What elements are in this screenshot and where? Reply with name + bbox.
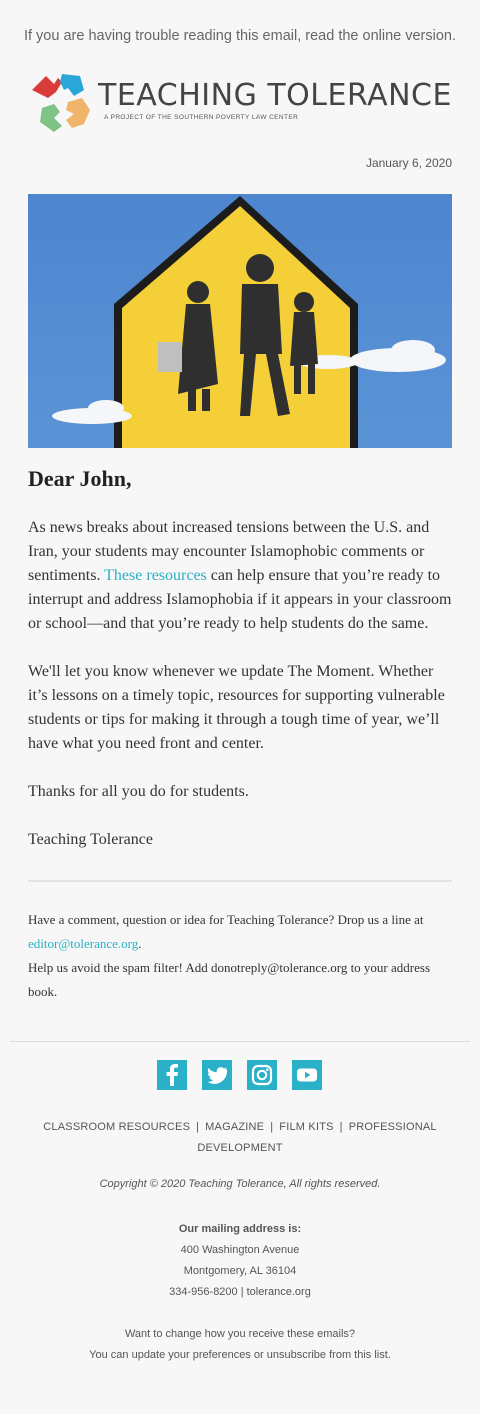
email-body	[28, 516, 456, 876]
editor-email-link[interactable]: editor@tolerance.org	[28, 936, 139, 951]
copyright: Copyright © 2020 Teaching Tolerance, All rights reserved.	[99, 1178, 381, 1190]
intro-text: As news breaks about increased tensions between the U.S. and Iran, your students may encounter Islamophobic comments or sentiments.	[28, 519, 430, 584]
email-date: January 6, 2020	[365, 156, 452, 170]
address-city: Montgomery, AL 36104	[183, 1265, 297, 1277]
nav-magazine[interactable]: MAGAZINE	[205, 1121, 265, 1133]
instagram-icon[interactable]	[247, 1060, 277, 1090]
nav-separator: |	[270, 1121, 274, 1133]
address-street: 400 Washington Avenue	[180, 1244, 300, 1256]
resources-link[interactable]: These resources	[104, 567, 207, 584]
prefs-period: .	[387, 1349, 391, 1361]
email-preferences	[0, 1324, 480, 1366]
logo[interactable]	[28, 68, 452, 136]
intro-text-cont: can help ensure that you’re ready to interrupt and address Islamophobia if it appears in your classroom or school—and that you’re ready to help students do the same.	[28, 567, 452, 632]
spam-filter-note: Help us avoid the spam filter! Add donotreply@tolerance.org to your address book.	[28, 960, 430, 999]
prefs-text: You can	[89, 1349, 132, 1361]
footer-nav	[40, 1117, 440, 1159]
divider	[28, 880, 452, 882]
facebook-icon[interactable]	[157, 1060, 187, 1090]
address-contact[interactable]: 334-956-8200 | tolerance.org	[169, 1286, 311, 1298]
social-links	[157, 1060, 322, 1090]
brand-tagline: A PROJECT OF THE SOUTHERN POVERTY LAW CENTER	[104, 114, 299, 121]
greeting: Dear John,	[28, 466, 132, 491]
update-preferences-link[interactable]: update your preferences	[131, 1349, 251, 1361]
nav-separator: |	[196, 1121, 200, 1133]
prefs-or: or	[250, 1349, 267, 1361]
contact-period: .	[138, 936, 142, 951]
paragraph-intro	[28, 516, 456, 636]
brand-name: TEACHING TOLERANCE	[98, 78, 452, 113]
contact-note	[28, 908, 452, 1004]
footer-divider	[10, 1041, 470, 1042]
paragraph-update: We'll let you know whenever we update The Moment. Whether it’s lessons on a timely topic, resources for supporting vulnerable students or tips for making it through a tough time of year, we’ll have what you need front and center.	[28, 663, 445, 752]
nav-film-kits[interactable]: FILM KITS	[279, 1121, 334, 1133]
hero-image[interactable]	[28, 194, 452, 448]
prefs-options	[0, 1345, 480, 1366]
hands-logo-icon	[28, 68, 96, 136]
nav-classroom-resources[interactable]: CLASSROOM RESOURCES	[43, 1121, 191, 1133]
school-crossing-sign-illustration	[28, 194, 452, 448]
nav-professional-development[interactable]: PROFESSIONAL DEVELOPMENT	[197, 1121, 437, 1154]
nav-separator: |	[339, 1121, 343, 1133]
preheader[interactable]: If you are having trouble reading this email, read the online version.	[23, 28, 457, 44]
mailing-address	[0, 1219, 480, 1303]
paragraph-thanks: Thanks for all you do for students.	[28, 783, 249, 800]
prefs-question: Want to change how you receive these emails?	[124, 1328, 356, 1340]
youtube-icon[interactable]	[292, 1060, 322, 1090]
unsubscribe-link[interactable]: unsubscribe from this list	[266, 1349, 388, 1361]
contact-text: Have a comment, question or idea for Teaching Tolerance? Drop us a line at	[28, 912, 424, 927]
signature: Teaching Tolerance	[28, 831, 153, 848]
twitter-icon[interactable]	[202, 1060, 232, 1090]
address-heading: Our mailing address is:	[178, 1223, 302, 1235]
